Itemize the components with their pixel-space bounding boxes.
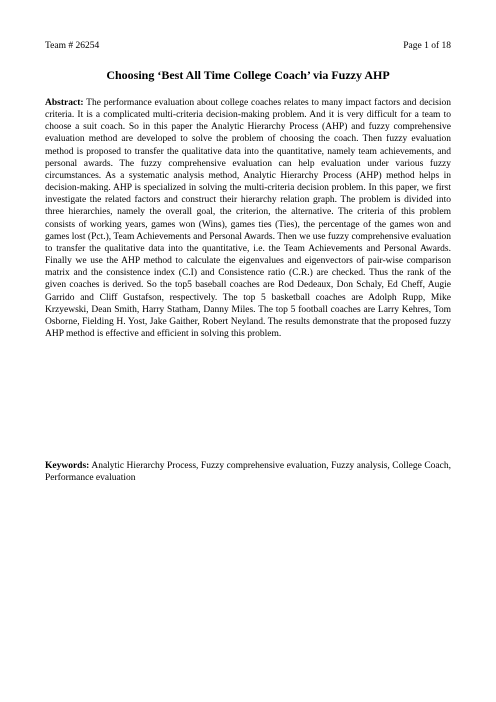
keywords-label: Keywords xyxy=(45,461,87,471)
page-number: Page 1 of 18 xyxy=(403,41,451,51)
abstract-paragraph: Abstract: The performance evaluation about college coaches relates to many impact factors and decision criteria. It is a complicated multi-criteria decision-making problem. And it is very difficult for a team to choose a suit coach. So in this paper the Analytic Hierarchy Process (AHP) and fuzzy comprehensive evaluation method are developed to solve the problem of choosing the coach. Then fuzzy evaluation method is proposed to transfer the qualitative data into the quantitative, namely team achievements, and personal awards. The fuzzy comprehensive evaluation can help evaluation under various fuzzy circumstances. As a systematic analysis method, Analytic Hierarchy Process (AHP) method helps in decision-making. AHP is specialized in solving the multi-criteria decision problem. In this paper, we first investigate the related factors and construct their hierarchy relation graph. The problem is divided into three hierarchies, namely the overall goal, the criterion, the alternative. The criteria of this problem consists of working years, games won (Wins), games ties (Ties), the percentage of the games won and games lost (Pct.), Team Achievements and Personal Awards. Then we use fuzzy comprehensive evaluation to transfer the qualitative data into the quantitative, i.e. the Team Achievements and Personal Awards. Finally we use the AHP method to calculate the eigenvalues and eigenvectors of pair-wise comparison matrix and the consistence index (C.I) and Consistence ratio (C.R.) are checked. Thus the rank of the given coaches is derived. So the top5 baseball coaches are Rod Dedeaux, Don Schaly, Ed Cheff, Augie Garrido and Cliff Gustafson, respectively. The top 5 basketball coaches are Adolph Rupp, Mike Krzyewski, Dean Smith, Harry Statham, Danny Miles. The top 5 football coaches are Larry Kehres, Tom Osborne, Fielding H. Yost, Jake Gaither, Robert Neyland. The results demonstrate that the proposed fuzzy AHP method is effective and efficient in solving this problem. xyxy=(45,98,451,339)
page-header xyxy=(45,40,451,52)
abstract-label: Abstract xyxy=(45,98,81,108)
keywords-paragraph: Keywords: Analytic Hierarchy Process, Fuzzy comprehensive evaluation, Fuzzy analysis, College Coach, Performance evaluation xyxy=(45,461,451,484)
abstract-text: The performance evaluation about college coaches relates to many impact factors and decision criteria. It is a complicated multi-criteria decision-making problem. And it is very difficult for a team to choose a suit coach. So in this paper the Analytic Hierarchy Process (AHP) and fuzzy comprehensive evaluation method are developed to solve the problem of choosing the coach. Then fuzzy evaluation method is proposed to transfer the qualitative data into the quantitative, namely team achievements, and personal awards. The fuzzy comprehensive evaluation can help evaluation under various fuzzy circumstances. As a systematic analysis method, Analytic Hierarchy Process (AHP) method helps in decision-making. AHP is specialized in solving the multi-criteria decision problem. In this paper, we first investigate the related factors and construct their hierarchy relation graph. The problem is divided into three hierarchies, namely the overall goal, the criterion, the alternative. The criteria of this problem consists of working years, games won (Wins), games ties (Ties), the percentage of the games won and games lost (Pct.), Team Achievements and Personal Awards. Then we use fuzzy comprehensive evaluation to transfer the qualitative data into the quantitative, i.e. the Team Achievements and Personal Awards. Finally we use the AHP method to calculate the eigenvalues and eigenvectors of pair-wise comparison matrix and the consistence index (C.I) and Consistence ratio (C.R.) are checked. Thus the rank of the given coaches is derived. So the top5 baseball coaches are Rod Dedeaux, Don Schaly, Ed Cheff, Augie Garrido and Cliff Gustafson, respectively. The top 5 basketball coaches are Adolph Rupp, Mike Krzyewski, Dean Smith, Harry Statham, Danny Miles. The top 5 football coaches are Larry Kehres, Tom Osborne, Fielding H. Yost, Jake Gaither, Robert Neyland. The results demonstrate that the proposed fuzzy AHP method is effective and efficient in solving this problem. xyxy=(45,98,451,339)
paper-title: Choosing ‘Best All Time College Coach’ via Fuzzy AHP xyxy=(106,68,390,82)
team-number: Team # 26254 xyxy=(45,41,100,51)
keywords-text: Analytic Hierarchy Process, Fuzzy comprehensive evaluation, Fuzzy analysis, College Coach, Performance evaluation xyxy=(45,461,451,484)
